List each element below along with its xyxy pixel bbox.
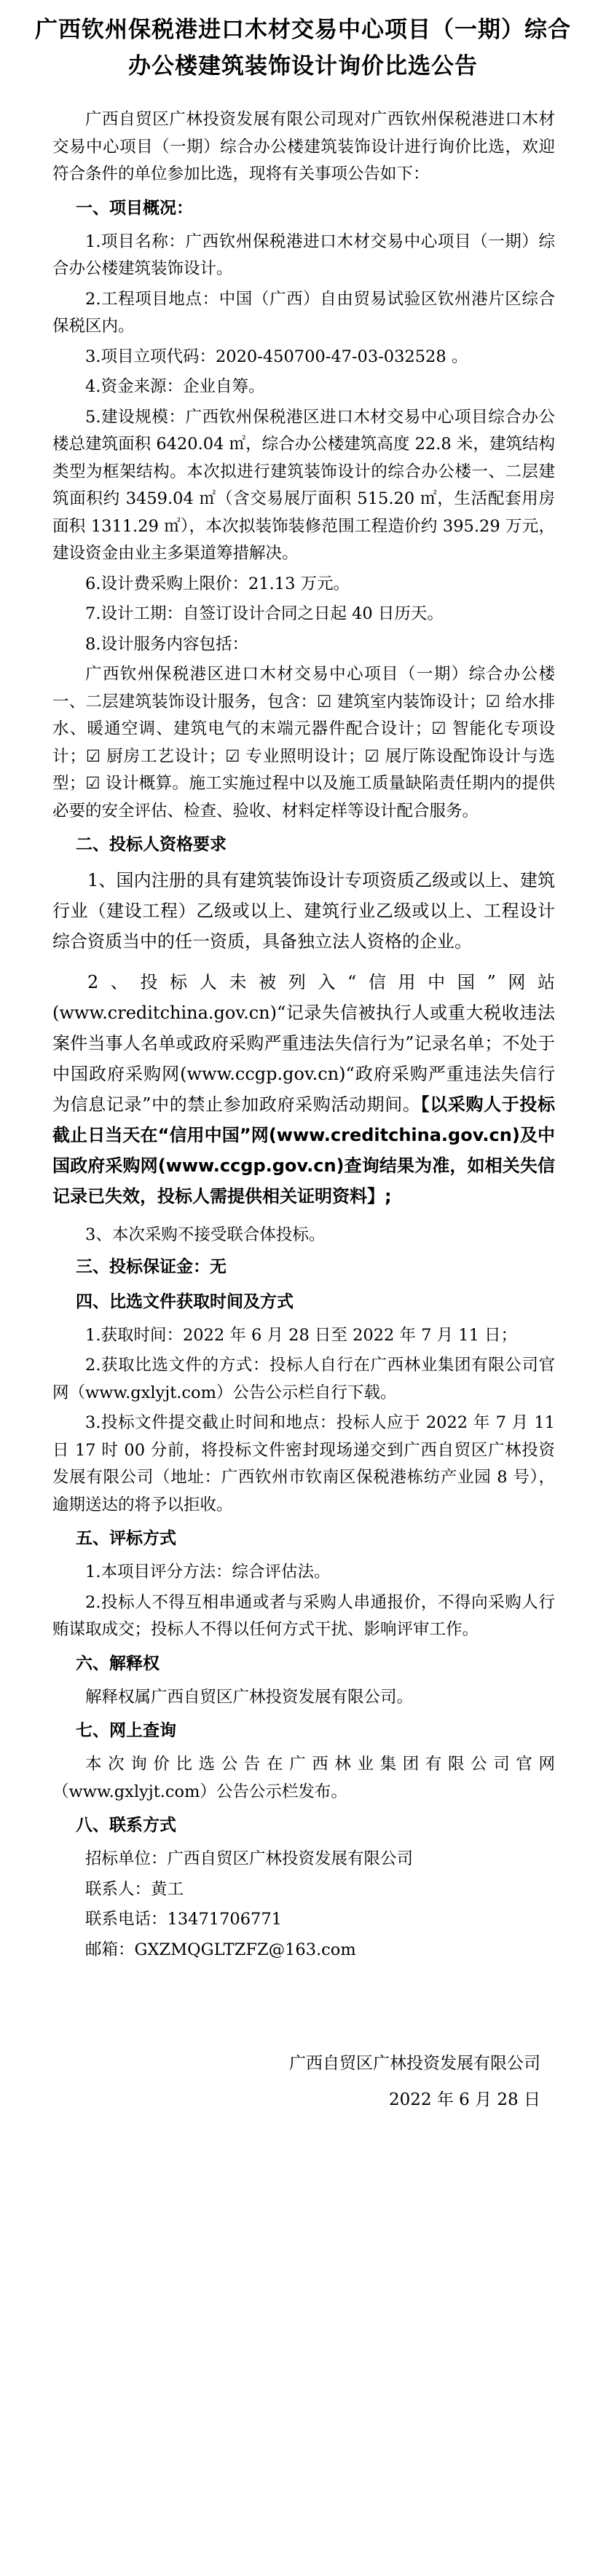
design-service-heading: 8.设计服务内容包括：	[85, 634, 248, 654]
signature-date: 2022 年 6 月 28 日	[389, 2090, 540, 2109]
design-period: 7.设计工期：自签订设计合同之日起 40 日历天。	[85, 604, 444, 623]
contact-phone: 联系电话：13471706771	[85, 1910, 282, 1929]
signature-company: 广西自贸区广林投资发展有限公司	[289, 2054, 540, 2073]
contact-person: 联系人：黄工	[85, 1879, 184, 1899]
title-line-2: 办公楼建筑装饰设计询价比选公告	[128, 53, 478, 79]
announcement-body	[52, 106, 555, 2118]
signature-spacer	[52, 1967, 555, 2045]
online-query-text: 本次询价比选公告在广西林业集团有限公司官网（www.gxlyjt.com）公告公示栏发布。	[52, 1755, 555, 1801]
acquisition-method: 2.获取比选文件的方式：投标人自行在广西林业集团有限公司官网（www.gxlyjt.com）公告公示栏自行下载。	[52, 1356, 555, 1402]
intro-paragraph: 广西自贸区广林投资发展有限公司现对广西钦州保税港进口木材交易中心项目（一期）综合办公楼建筑装饰设计进行询价比选，欢迎符合条件的单位参加比选，现将有关事项公告如下：	[52, 110, 555, 183]
title-line-1: 广西钦州保税港进口木材交易中心项目（一期）综合	[35, 17, 571, 43]
contact-organization: 招标单位：广西自贸区广林投资发展有限公司	[85, 1849, 414, 1868]
submission-deadline: 3.投标文件提交截止时间和地点：投标人应于 2022 年 7 月 11 日 17 时 00 分前，将投标文件密封现场递交到广西自贸区广林投资发展有限公司（地址：广西钦州市钦南区保税港栋纺产业园 8 号），逾期送达的将予以拒收。	[52, 1413, 555, 1514]
contact-email: 邮箱：GXZMQGLTZFZ@163.com	[85, 1940, 356, 1959]
announcement-title	[22, 12, 584, 84]
section-heading-bid-deposit: 三、投标保证金：无	[76, 1257, 227, 1276]
evaluation-rule: 2.投标人不得互相串通或者与采购人串通报价，不得向采购人行贿谋取成交；投标人不得以任何方式干扰、影响评审工作。	[52, 1592, 555, 1639]
acquisition-time: 1.获取时间：2022 年 6 月 28 日至 2022 年 7 月 11 日；	[85, 1325, 518, 1345]
funding-source: 4.资金来源：企业自筹。	[85, 377, 265, 396]
interpretation-text: 解释权属广西自贸区广林投资发展有限公司。	[85, 1687, 414, 1707]
section-heading-interpretation: 六、解释权	[76, 1654, 160, 1673]
qualification-requirement-3: 3、本次采购不接受联合体投标。	[85, 1225, 326, 1244]
design-service-content: 广西钦州保税港区进口木材交易中心项目（一期）综合办公楼一、二层建筑装饰设计服务，包含：☑ 建筑室内装饰设计；☑ 给水排水、暖通空调、建筑电气的末端元器件配合设计；☑ 智能化专项设计；☑ 厨房工艺设计；☑ 专业照明设计；☑ 展厅陈设配饰设计与选型；☑ 设计概算。施工实施过程中以及施工质量缺陷责任期内的提供必要的安全评估、检查、验收、材料定样等设计配合服务。	[52, 665, 555, 821]
qualification-requirement-1: 1、国内注册的具有建筑装饰设计专项资质乙级或以上、建筑行业（建设工程）乙级或以上、建筑行业乙级或以上、工程设计综合资质当中的任一资质，具备独立法人资格的企业。	[52, 870, 555, 952]
section-heading-online-query: 七、网上查询	[76, 1721, 176, 1740]
qualification-requirement-2	[52, 967, 555, 1212]
credit-check-text: 2、投标人未被列入“信用中国”网站(www.creditchina.gov.cn)“记录失信被执行人或重大税收违法案件当事人名单或政府采购严重违法失信行为”记录名单；不处于中国政府采购网(www.ccgp.gov.cn)“政府采购严重违法失信行为信息记录”中的禁止参加政府采购活动期间。	[52, 972, 555, 1115]
section-heading-contact: 八、联系方式	[76, 1816, 176, 1835]
section-heading-evaluation: 五、评标方式	[76, 1529, 176, 1548]
credit-check-note: 【以采购人于投标截止日当天在“信用中国”网(www.creditchina.gov.cn)及中国政府采购网(www.ccgp.gov.cn)查询结果为准，如相关失信记录已失效，投标人需提供相关证明资料】;	[52, 1094, 555, 1206]
project-code: 3.项目立项代码：2020-450700-47-03-032528 。	[85, 347, 468, 366]
section-heading-bidder-qualification: 二、投标人资格要求	[76, 835, 227, 854]
project-location: 2.工程项目地点：中国（广西）自由贸易试验区钦州港片区综合保税区内。	[52, 289, 555, 336]
evaluation-method: 1.本项目评分方法：综合评估法。	[85, 1562, 331, 1581]
construction-scale: 5.建设规模：广西钦州保税港区进口木材交易中心项目综合办公楼总建筑面积 6420.04 ㎡，综合办公楼建筑高度 22.8 米，建筑结构类型为框架结构。本次拟进行建筑装饰设计的综合办公楼一、二层建筑面积约 3459.04 ㎡（含交易展厅面积 515.20 ㎡，生活配套用房面积 1311.29 ㎡），本次拟装饰装修范围工程造价约 395.29 万元，建设资金由业主多渠道筹措解决。	[52, 407, 555, 563]
project-name: 1.项目名称：广西钦州保税港进口木材交易中心项目（一期）综合办公楼建筑装饰设计。	[52, 232, 555, 278]
section-heading-project-overview: 一、项目概况：	[76, 198, 193, 218]
design-fee-cap: 6.设计费采购上限价：21.13 万元。	[85, 574, 350, 593]
section-heading-document-acquisition: 四、比选文件获取时间及方式	[76, 1292, 294, 1311]
